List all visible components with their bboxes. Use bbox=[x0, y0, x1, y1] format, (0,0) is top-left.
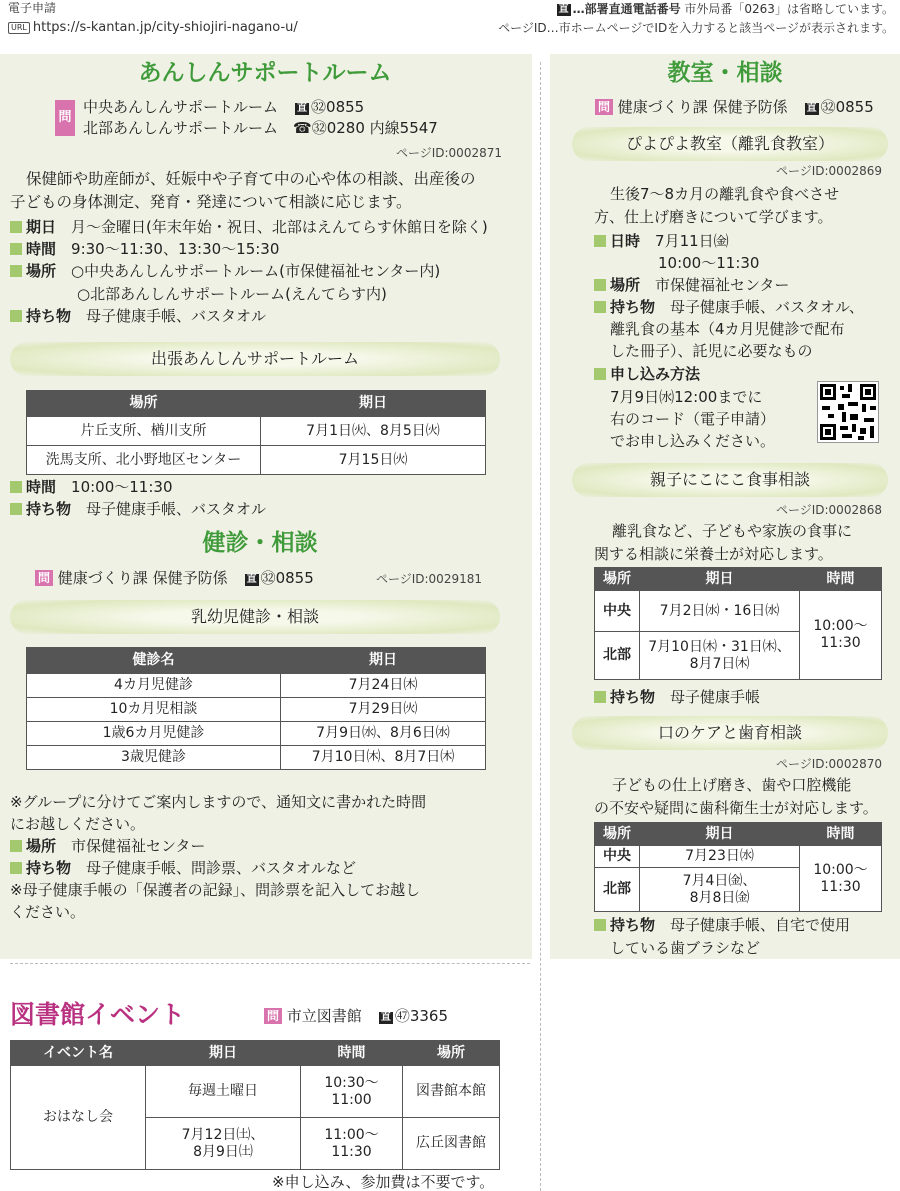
table-header-row bbox=[27, 391, 486, 417]
e-application-url[interactable] bbox=[8, 20, 298, 36]
date-line: 8月8日㈮ bbox=[689, 889, 750, 906]
table-row bbox=[27, 674, 486, 698]
cell-date: 7月2日㈬・16日㈬ bbox=[640, 591, 800, 632]
date-line: 8月7日㈭ bbox=[689, 655, 750, 672]
piyo-desc2: 方、仕上げ磨きについて学びます。 bbox=[594, 208, 833, 226]
kuchi-banner: 口のケアと歯育相談 bbox=[572, 716, 888, 750]
oyako-page-id: ページID:0002868 bbox=[775, 503, 882, 517]
cell-place: 片丘支所、楢川支所 bbox=[27, 417, 261, 446]
cell-place: 中央 bbox=[595, 591, 640, 632]
nyuyoji-banner: 乳幼児健診・相談 bbox=[10, 600, 500, 634]
kuchi-desc2: の不安や疑問に歯科衛生士が対応します。 bbox=[594, 799, 878, 817]
kenshin-table bbox=[26, 647, 486, 770]
time-line: 10:00～ bbox=[813, 861, 868, 878]
cell-place: 図書館本館 bbox=[403, 1066, 500, 1118]
date-label: 日時 bbox=[594, 232, 640, 250]
kenshin-bring bbox=[10, 859, 356, 877]
contact1-tel: ㉜0855 bbox=[311, 98, 365, 116]
cell-place: 北部 bbox=[595, 868, 640, 912]
shutcho-bring bbox=[10, 500, 266, 518]
col-time: 時間 bbox=[800, 823, 882, 846]
piyo-bring3: した冊子）、託児に必要なもの bbox=[610, 342, 813, 360]
col-place: 場所 bbox=[595, 568, 640, 591]
anshin-desc1: 保健師や助産師が、妊娠中や子育て中の心や体の相談、出産後の bbox=[26, 170, 476, 188]
bring-label: 持ち物 bbox=[10, 500, 71, 518]
piyo-time: 10:00～11:30 bbox=[658, 254, 760, 272]
cell-time bbox=[301, 1118, 403, 1170]
tel-icon: 直 bbox=[558, 4, 569, 15]
legend-page-id: ページID…市ホームページでIDを入力すると該当ページが表示されます。 bbox=[498, 21, 894, 35]
table-header-row bbox=[595, 823, 882, 846]
table-header-row bbox=[11, 1041, 500, 1066]
time-line: 11:00 bbox=[331, 1091, 372, 1108]
date-value: 7月11日㈮ bbox=[655, 232, 729, 250]
contact-icon: 問 bbox=[595, 99, 613, 115]
place-value1: ○中央あんしんサポートルーム(市保健福祉センター内) bbox=[71, 262, 441, 280]
kenshin-page-id: ページID:0029181 bbox=[375, 572, 482, 586]
table-row bbox=[27, 722, 486, 746]
bring-value: 母子健康手帳、バスタオル bbox=[86, 500, 267, 518]
table-row bbox=[11, 1066, 500, 1118]
oyako-bring bbox=[594, 688, 760, 706]
col-place: 場所 bbox=[403, 1041, 500, 1066]
shutcho-banner: 出張あんしんサポートルーム bbox=[10, 342, 500, 376]
date-line: 8月9日㈯ bbox=[193, 1143, 253, 1160]
cell-date: 7月10日㈭、8月7日㈭ bbox=[281, 746, 486, 770]
anshin-bring bbox=[10, 307, 266, 325]
contact-tel: ㊼3365 bbox=[394, 1007, 449, 1025]
cell-time bbox=[800, 591, 882, 680]
oyako-desc1: 離乳食など、子どもや家族の食事に bbox=[612, 522, 853, 540]
anshin-place bbox=[10, 262, 440, 280]
anshin-title: あんしんサポートルーム bbox=[138, 60, 392, 86]
anshin-desc2: 子どもの身体測定、発育・発達について相談に応じます。 bbox=[10, 193, 412, 211]
time-label: 時間 bbox=[10, 478, 56, 496]
oyako-desc2: 関する相談に栄養士が対応します。 bbox=[594, 545, 833, 563]
cell-name: 3歳児健診 bbox=[27, 746, 281, 770]
place-label: 場所 bbox=[10, 837, 56, 855]
legend-tel-rest: 市外局番「0263」は省略しています。 bbox=[684, 2, 894, 16]
library-note: ※申し込み、参加費は不要です。 bbox=[272, 1173, 495, 1191]
piyo-page-id: ページID:0002869 bbox=[775, 164, 882, 178]
col-date: 期日 bbox=[640, 568, 800, 591]
cell-date: 7月1日㈫、8月5日㈫ bbox=[261, 417, 486, 446]
kuchi-bring bbox=[594, 916, 850, 934]
contact-icon: 問 bbox=[264, 1008, 282, 1024]
time-line: 11:30 bbox=[820, 878, 861, 895]
kenshin-note3: ※母子健康手帳の「保護者の記録」、問診票を記入してお越し bbox=[10, 881, 421, 899]
cell-event: おはなし会 bbox=[11, 1066, 146, 1170]
place-label: 場所 bbox=[10, 262, 56, 280]
cell-name: 4カ月児健診 bbox=[27, 674, 281, 698]
cell-date bbox=[640, 868, 800, 912]
place-value: 市保健福祉センター bbox=[655, 276, 790, 294]
qr-code-icon[interactable] bbox=[817, 381, 879, 443]
date-value: 月～金曜日(年末年始・祝日、北部はえんてらす休館日を除く) bbox=[71, 218, 488, 236]
library-table bbox=[10, 1040, 500, 1170]
contact-dept: 健康づくり課 保健予防係 bbox=[617, 98, 788, 116]
table-row bbox=[595, 591, 882, 632]
library-contact bbox=[264, 1007, 448, 1025]
kuchi-table bbox=[594, 822, 882, 912]
contact-tel: ㉜0855 bbox=[820, 98, 874, 116]
col-date: 期日 bbox=[281, 648, 486, 674]
col-event: イベント名 bbox=[11, 1041, 146, 1066]
cell-place: 洗馬支所、北小野地区センター bbox=[27, 446, 261, 475]
table-row bbox=[27, 417, 486, 446]
bring-label: 持ち物 bbox=[10, 307, 71, 325]
kyoshitsu-title: 教室・相談 bbox=[667, 60, 783, 86]
kenshin-place bbox=[10, 837, 205, 855]
cell-name: 10カ月児相談 bbox=[27, 698, 281, 722]
cell-date: 7月24日㈭ bbox=[281, 674, 486, 698]
kuchi-bring2: している歯ブラシなど bbox=[610, 939, 761, 957]
kenshin-title: 健診・相談 bbox=[202, 530, 318, 556]
contact-icon: 問 bbox=[35, 570, 53, 586]
contact2-name: 北部あんしんサポートルーム bbox=[83, 119, 279, 137]
contact-dept: 市立図書館 bbox=[286, 1007, 362, 1025]
apply-label: 申し込み方法 bbox=[594, 365, 700, 383]
date-label: 期日 bbox=[10, 218, 56, 236]
kuchi-page-id: ページID:0002870 bbox=[775, 757, 882, 771]
cell-date bbox=[146, 1118, 301, 1170]
cell-date: 7月23日㈬ bbox=[640, 846, 800, 868]
anshin-contact2 bbox=[83, 119, 438, 137]
legend-tel-bold: …部署直通電話番号 bbox=[572, 2, 681, 16]
piyo-desc1: 生後7～8カ月の離乳食や食べさせ bbox=[610, 185, 840, 203]
cell-place: 中央 bbox=[595, 846, 640, 868]
piyo-bring bbox=[594, 298, 864, 316]
col-date: 期日 bbox=[640, 823, 800, 846]
bring-value: 母子健康手帳、バスタオル bbox=[86, 307, 267, 325]
page-header bbox=[0, 0, 900, 44]
oyako-table bbox=[594, 567, 882, 680]
col-time: 時間 bbox=[800, 568, 882, 591]
col-date: 期日 bbox=[261, 391, 486, 417]
bring-label: 持ち物 bbox=[594, 298, 655, 316]
tel-icon: 直 bbox=[380, 1012, 391, 1023]
tel-icon: 直 bbox=[246, 574, 257, 585]
kenshin-note1: ※グループに分けてご案内しますので、通知文に書かれた時間 bbox=[10, 793, 427, 811]
cell-time bbox=[301, 1066, 403, 1118]
shutcho-time bbox=[10, 478, 173, 496]
date-line: 7月4日㈮、 bbox=[682, 872, 757, 889]
bring-label: 持ち物 bbox=[10, 859, 71, 877]
piyo-bring2: 離乳食の基本（4カ月児健診で配布 bbox=[610, 320, 845, 338]
column-divider bbox=[540, 62, 541, 1191]
anshin-contact1 bbox=[83, 98, 364, 116]
cell-name: 1歳6カ月児健診 bbox=[27, 722, 281, 746]
col-name: 健診名 bbox=[27, 648, 281, 674]
bring-value: 母子健康手帳、自宅で使用 bbox=[670, 916, 851, 934]
time-line: 11:30 bbox=[820, 635, 861, 651]
kenshin-contact bbox=[35, 569, 314, 587]
table-row bbox=[27, 698, 486, 722]
piyo-apply bbox=[594, 365, 700, 383]
contact-dept: 健康づくり課 保健予防係 bbox=[57, 569, 228, 587]
cell-date: 7月9日㈬、8月6日㈬ bbox=[281, 722, 486, 746]
bring-label: 持ち物 bbox=[594, 916, 655, 934]
e-application-label: 電子申請 bbox=[8, 1, 57, 15]
date-line: 7月12日㈯、 bbox=[181, 1126, 265, 1143]
bring-value: 母子健康手帳、バスタオル、 bbox=[670, 298, 864, 316]
place-label: 場所 bbox=[594, 276, 640, 294]
piyo-banner: ぴよぴよ教室（離乳食教室） bbox=[572, 127, 888, 161]
kenshin-note4: ください。 bbox=[10, 903, 86, 921]
cell-date: 7月29日㈫ bbox=[281, 698, 486, 722]
time-line: 11:30 bbox=[331, 1143, 372, 1160]
kuchi-desc1: 子どもの仕上げ磨き、歯や口腔機能 bbox=[612, 776, 852, 794]
contact1-name: 中央あんしんサポートルーム bbox=[83, 98, 279, 116]
table-row bbox=[27, 446, 486, 475]
legend-tel bbox=[555, 2, 894, 16]
date-line: 7月10日㈭・31日㈭、 bbox=[648, 638, 791, 655]
table-header-row bbox=[595, 568, 882, 591]
tel-icon: 直 bbox=[806, 103, 817, 114]
cell-place: 広丘図書館 bbox=[403, 1118, 500, 1170]
piyo-place bbox=[594, 276, 789, 294]
anshin-time bbox=[10, 240, 279, 258]
time-line: 10:00～ bbox=[813, 618, 868, 635]
bring-label: 持ち物 bbox=[594, 688, 655, 706]
time-line: 10:30～ bbox=[324, 1074, 379, 1091]
piyo-date bbox=[594, 232, 729, 250]
bring-value: 母子健康手帳、問診票、バスタオルなど bbox=[86, 859, 357, 877]
time-value: 10:00～11:30 bbox=[71, 478, 173, 496]
cell-time bbox=[800, 846, 882, 912]
anshin-date bbox=[10, 218, 488, 236]
time-line: 11:00～ bbox=[324, 1126, 379, 1143]
col-date: 期日 bbox=[146, 1041, 301, 1066]
library-title: 図書館イベント bbox=[10, 1000, 186, 1029]
place-value: 市保健福祉センター bbox=[71, 837, 206, 855]
time-label: 時間 bbox=[10, 240, 56, 258]
cell-date bbox=[640, 632, 800, 680]
col-place: 場所 bbox=[27, 391, 261, 417]
anshin-place2: ○北部あんしんサポートルーム(えんてらす内) bbox=[77, 285, 387, 303]
piyo-apply1: 7月9日㈬12:00までに bbox=[610, 388, 763, 406]
section-divider bbox=[10, 963, 530, 964]
table-row bbox=[27, 746, 486, 770]
time-value: 9:30～11:30、13:30～15:30 bbox=[71, 240, 280, 258]
anshin-page-id: ページID:0002871 bbox=[395, 146, 502, 160]
cell-date: 7月15日㈫ bbox=[261, 446, 486, 475]
tel-icon: 直 bbox=[297, 103, 308, 114]
piyo-apply2: 右のコード（電子申請） bbox=[610, 410, 776, 428]
bring-value: 母子健康手帳 bbox=[670, 688, 761, 706]
cell-date: 毎週土曜日 bbox=[146, 1066, 301, 1118]
url-text[interactable]: https://s-kantan.jp/city-shiojiri-nagano-u/ bbox=[32, 20, 298, 35]
url-icon: URL bbox=[8, 22, 30, 34]
table-header-row bbox=[27, 648, 486, 674]
shutcho-table bbox=[26, 390, 486, 475]
kyoshitsu-contact bbox=[595, 98, 874, 116]
cell-place: 北部 bbox=[595, 632, 640, 680]
contact-icon: 問 bbox=[55, 100, 75, 136]
piyo-apply3: でお申し込みください。 bbox=[610, 432, 776, 450]
oyako-banner: 親子にこにこ食事相談 bbox=[572, 463, 888, 497]
col-time: 時間 bbox=[301, 1041, 403, 1066]
contact-tel: ㉜0855 bbox=[260, 569, 314, 587]
col-place: 場所 bbox=[595, 823, 640, 846]
kenshin-note2: にお越しください。 bbox=[10, 815, 146, 833]
table-row bbox=[595, 846, 882, 868]
contact2-tel: ☎㉜0280 内線5547 bbox=[293, 119, 438, 137]
